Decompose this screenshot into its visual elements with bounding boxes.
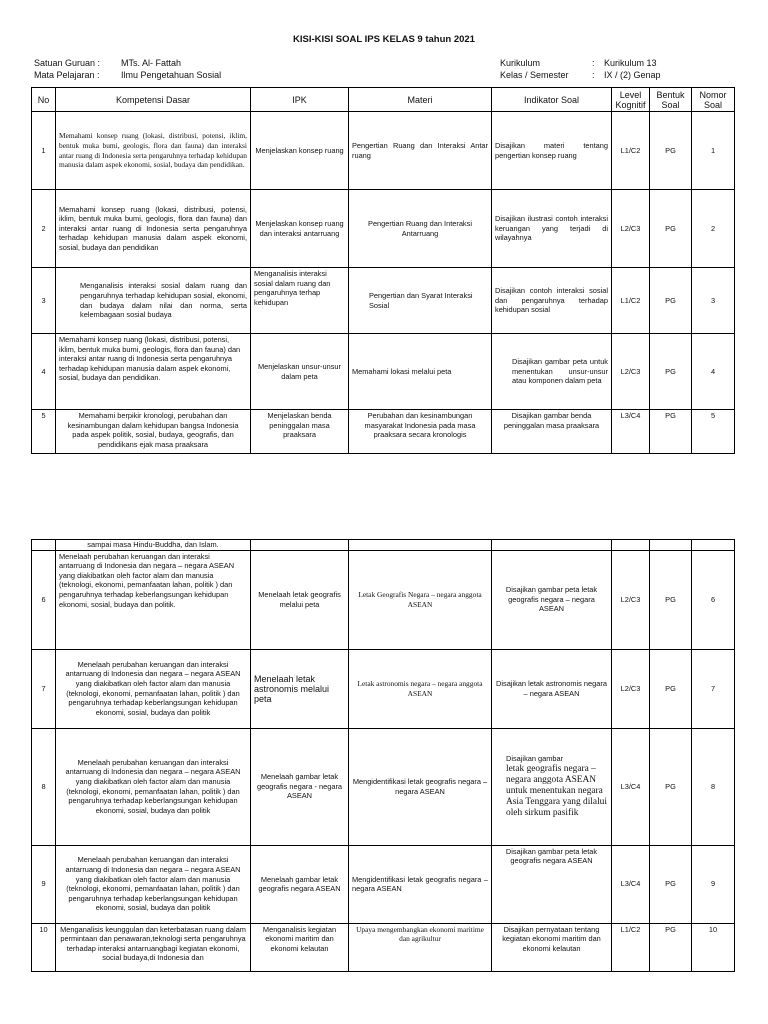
- cell-kd-continued: sampai masa Hindu-Buddha, dan Islam.: [56, 540, 251, 551]
- kelas-sep: :: [592, 70, 595, 80]
- cell-nomor: 10: [692, 923, 735, 971]
- cell-no: 10: [32, 923, 56, 971]
- cell-bentuk: PG: [650, 923, 692, 971]
- table-row: [32, 268, 735, 334]
- cell-nomor: 4: [692, 334, 735, 410]
- table-row: [32, 112, 735, 190]
- cell-kd: Menganalisis interaksi sosial dalam ruang dan pengaruhnya terhadap kehidupan sosial, ekonomi, dan budaya dalam nilai dan norma, serta kelembagaan sosial budaya: [56, 268, 251, 334]
- header-level: Level Kognitif: [612, 88, 650, 112]
- cell-kd: Menelaah perubahan keruangan dan interaksi antarruang di Indonesia dan negara – negara ASEAN yang diakibatkan oleh factor alam dan manusia (teknologi, ekonomi, pemanfaatan lahan, politik ) dan pengaruhnya terhadap keberlangsungan kehidupan ekonomi, sosial, budaya dan politik: [56, 649, 251, 728]
- cell-indikator: Disajikan gambar peta untuk menentukan unsur-unsur atau komponen dalam peta: [492, 334, 612, 410]
- cell-no: 4: [32, 334, 56, 410]
- cell-kd: Memahami berpikir kronologi, perubahan dan kesinambungan dalam kehidupan bangsa Indonesia pada aspek politik, sosial, budaya, geografis, dan pendidikans ejak masa praaksara: [56, 410, 251, 454]
- kurikulum-value: Kurikulum 13: [604, 58, 657, 68]
- cell-indikator: Disajikan gambar peta letak geografis negara ASEAN: [492, 845, 612, 923]
- document-title: KISI-KISI SOAL IPS KELAS 9 tahun 2021: [293, 34, 475, 45]
- cell-indikator: Disajikan letak astronomis negara – negara ASEAN: [492, 649, 612, 728]
- cell-level: L3/C4: [612, 410, 650, 454]
- header-materi: Materi: [349, 88, 492, 112]
- kelas-label: Kelas / Semester: [500, 70, 569, 80]
- header-nomor: Nomor Soal: [692, 88, 735, 112]
- header-row: [32, 88, 735, 112]
- cell-level: L1/C2: [612, 112, 650, 190]
- cell-bentuk: PG: [650, 649, 692, 728]
- cell-indikator: Disajikan contoh interaksi sosial dan pengaruhnya terhadap kehidupan sosial: [492, 268, 612, 334]
- cell-level: L1/C2: [612, 268, 650, 334]
- cell-ipk: Menganalisis interaksi sosial dalam ruang dan pengaruhnya terhap kehidupan: [251, 268, 349, 334]
- cell-bentuk: PG: [650, 845, 692, 923]
- cell-no: 6: [32, 550, 56, 649]
- cell-level: L2/C3: [612, 550, 650, 649]
- cell-kd: Menganalisis keunggulan dan keterbatasan ruang dalam permintaan dan penawaran,teknologi serta pengaruhnya terhadap interaksi antarruangbagi kegiatan ekonomi, social budaya,di Indonesia dan: [56, 923, 251, 971]
- kelas-value: IX / (2) Genap: [604, 70, 661, 80]
- cell-nomor: 9: [692, 845, 735, 923]
- indikator-line-a: Disajikan gambar: [506, 754, 564, 764]
- cell-kd: Menelaah perubahan keruangan dan interaksi antarruang di Indonesia dan negara – negara ASEAN yang diakibatkan oleh factor alam dan manusia (teknologi, ekonomi, pemanfaatan lahan, politik ) dan pengaruhnya terhadap keberlangsungan kehidupan ekonomi, sosial, budaya dan politik.: [56, 550, 251, 649]
- cell-materi: Pengertian Ruang dan Interaksi Antar ruang: [349, 112, 492, 190]
- kurikulum-label: Kurikulum: [500, 58, 541, 68]
- header-kd: Kompetensi Dasar: [56, 88, 251, 112]
- cell-nomor: 2: [692, 190, 735, 268]
- cell-nomor: 5: [692, 410, 735, 454]
- cell-level: L1/C2: [612, 923, 650, 971]
- cell-kd: Menelaah perubahan keruangan dan interaksi antarruang di Indonesia dan negara – negara ASEAN yang diakibatkan oleh factor alam dan manusia (teknologi, ekonomi, pemanfaatan lahan, politik ) dan pengaruhnya terhadap keberlangsungan kehidupan ekonomi, sosial, budaya dan politik: [56, 845, 251, 923]
- cell-level: L3/C4: [612, 728, 650, 845]
- cell-materi: Letak astronomis negara – negara anggota ASEAN: [349, 649, 492, 728]
- cell-indikator: Disajikan ilustrasi contoh interaksi keruangan yang terjadi di wilayahnya: [492, 190, 612, 268]
- header-no: No: [32, 88, 56, 112]
- mapel-value: Ilmu Pengetahuan Sosial: [121, 70, 222, 80]
- meta-right: [500, 57, 661, 81]
- table-row: [32, 845, 735, 923]
- cell-no: 8: [32, 728, 56, 845]
- table-row: [32, 728, 735, 845]
- cell-no: 7: [32, 649, 56, 728]
- indikator-line-b: letak geografis negara – negara anggota ASEAN untuk menentukan negara Asia Tenggara yang dilalui oleh sirkum pasifik: [506, 763, 607, 818]
- cell-nomor: 1: [692, 112, 735, 190]
- cell-materi: Mengidentifikasi letak geografis negara – negara ASEAN: [349, 845, 492, 923]
- header-indikator: Indikator Soal: [492, 88, 612, 112]
- cell-materi: Upaya mengembangkan ekonomi maritime dan agrikultur: [349, 923, 492, 971]
- cell-bentuk: PG: [650, 334, 692, 410]
- table-row: [32, 923, 735, 971]
- cell-ipk: Menjelaskan benda peninggalan masa praaksara: [251, 410, 349, 454]
- cell-no: 9: [32, 845, 56, 923]
- cell-ipk: Menelaah letak geografis melalui peta: [251, 550, 349, 649]
- table-row: [32, 334, 735, 410]
- cell-bentuk: PG: [650, 190, 692, 268]
- cell-no: 3: [32, 268, 56, 334]
- cell-materi: Letak Geografis Negara – negara anggota ASEAN: [349, 550, 492, 649]
- cell-no: 1: [32, 112, 56, 190]
- cell-bentuk: PG: [650, 550, 692, 649]
- cell-indikator: Disajikan pernyataan tentang kegiatan ekonomi maritim dan ekonomi kelautan: [492, 923, 612, 971]
- cell-indikator: [492, 728, 612, 845]
- cell-bentuk: PG: [650, 728, 692, 845]
- cell-kd: Memahami konsep ruang (lokasi, distribusi, potensi, iklim, bentuk muka bumi, geologis, flora dan fauna) dan interaksi antar ruang di Indonesia serta pengaruhnya terhadap kehidupan manusia dalam aspek ekonomi, sosial, budaya dan pendidikan.: [56, 334, 251, 410]
- table-row: [32, 649, 735, 728]
- kisi-table-page1: [31, 87, 735, 454]
- header-ipk: IPK: [251, 88, 349, 112]
- table-row: [32, 410, 735, 454]
- cell-level: L2/C3: [612, 190, 650, 268]
- continuation-row: [32, 540, 735, 551]
- cell-materi: Memahami lokasi melalui peta: [349, 334, 492, 410]
- cell-indikator: Disajikan materi tentang pengertian konsep ruang: [492, 112, 612, 190]
- cell-level: L2/C3: [612, 649, 650, 728]
- cell-level: L2/C3: [612, 334, 650, 410]
- cell-indikator: Disajikan gambar benda peninggalan masa praaksara: [492, 410, 612, 454]
- cell-materi: Pengertian dan Syarat Interaksi Sosial: [349, 268, 492, 334]
- cell-kd: Memahami konsep ruang (lokasi, distribusi, potensi, iklim, bentuk muka bumi, geologis, flora dan fauna) dan interaksi antar ruang di Indonesia serta pengaruhnya terhadap kehidupan manusia dalam aspek ekonomi, sosial, budaya dan pendidikan.: [56, 112, 251, 190]
- cell-kd: Menelaah perubahan keruangan dan interaksi antarruang di Indonesia dan negara – negara ASEAN yang diakibatkan oleh factor alam dan manusia (teknologi, ekonomi, pemanfaatan lahan, politik ) dan pengaruhnya terhadap keberlangsungan kehidupan ekonomi, sosial, budaya dan politik: [56, 728, 251, 845]
- cell-ipk: Menjelaskan konsep ruang: [251, 112, 349, 190]
- cell-ipk: Menganalisis kegiatan ekonomi maritim dan ekonomi kelautan: [251, 923, 349, 971]
- cell-ipk: Menelaah gambar letak geografis negara ASEAN: [251, 845, 349, 923]
- cell-materi: Mengidentifikasi letak geografis negara – negara ASEAN: [349, 728, 492, 845]
- kisi-table-page2: [31, 539, 735, 972]
- cell-nomor: 7: [692, 649, 735, 728]
- cell-bentuk: PG: [650, 410, 692, 454]
- cell-ipk: Menelaah letak astronomis melalui peta: [251, 649, 349, 728]
- cell-ipk: Menjelaskan unsur-unsur dalam peta: [251, 334, 349, 410]
- table-row: [32, 550, 735, 649]
- satuan-label: Satuan Guruan :: [34, 58, 101, 68]
- cell-materi: Perubahan dan kesinambungan masyarakat Indonesia pada masa praaksara secara kronologis: [349, 410, 492, 454]
- cell-ipk: Menelaah gambar letak geografis negara - negara ASEAN: [251, 728, 349, 845]
- cell-nomor: 8: [692, 728, 735, 845]
- cell-kd: Memahami konsep ruang (lokasi, distribusi, potensi, iklim, bentuk muka bumi, geologis, flora dan fauna) dan interaksi antar ruang di Indonesia serta pengaruhnya terhadap kehidupan manusia dalam aspek ekonomi, sosial, budaya dan pendidikan: [56, 190, 251, 268]
- cell-indikator: Disajikan gambar peta letak geografis negara – negara ASEAN: [492, 550, 612, 649]
- satuan-value: MTs. Al- Fattah: [121, 58, 182, 68]
- cell-bentuk: PG: [650, 268, 692, 334]
- cell-ipk: Menjelaskan konsep ruang dan interaksi antarruang: [251, 190, 349, 268]
- cell-materi: Pengertian Ruang dan Interaksi Antarruang: [349, 190, 492, 268]
- cell-bentuk: PG: [650, 112, 692, 190]
- cell-no: 2: [32, 190, 56, 268]
- cell-level: L3/C4: [612, 845, 650, 923]
- cell-nomor: 6: [692, 550, 735, 649]
- cell-no: 5: [32, 410, 56, 454]
- cell-nomor: 3: [692, 268, 735, 334]
- meta-left: [34, 57, 221, 81]
- table-row: [32, 190, 735, 268]
- header-bentuk: Bentuk Soal: [650, 88, 692, 112]
- kurikulum-sep: :: [592, 58, 595, 68]
- mapel-label: Mata Pelajaran :: [34, 70, 100, 80]
